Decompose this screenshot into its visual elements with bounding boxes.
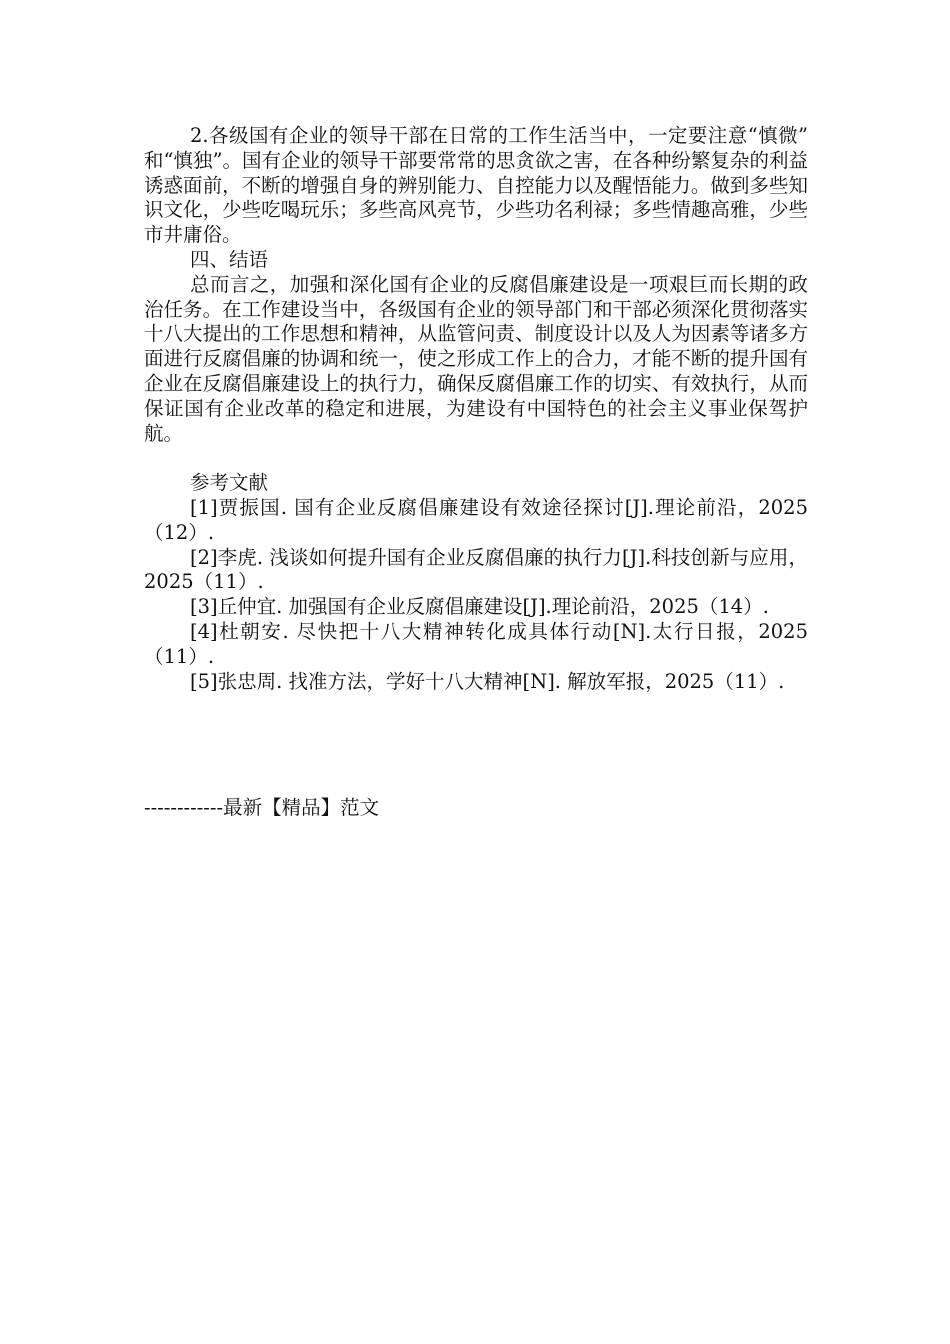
reference-item: [1]贾振国. 国有企业反腐倡廉建设有效途径探讨[J].理论前沿，2025（12）. (144, 495, 808, 544)
document-body (144, 124, 808, 694)
paragraph-conclusion: 总而言之，加强和深化国有企业的反腐倡廉建设是一项艰巨而长期的政治任务。在工作建设当中，各级国有企业的领导部门和干部必须深化贯彻落实十八大提出的工作思想和精神，从监管问责、制度设计以及人为因素等诸多方面进行反腐倡廉的协调和统一，使之形成工作上的合力，才能不断的提升国有企业在反腐倡廉建设上的执行力，确保反腐倡廉工作的切实、有效执行，从而保证国有企业改革的稳定和进展，为建设有中国特色的社会主义事业保驾护航。 (144, 272, 808, 445)
reference-item: [3]丘仲宜. 加强国有企业反腐倡廉建设[J].理论前沿，2025（14）. (190, 595, 769, 619)
section-heading-conclusion: 四、结语 (190, 247, 269, 271)
reference-item: [5]张忠周. 找准方法，学好十八大精神[N]. 解放军报，2025（11）. (190, 669, 785, 693)
references-section (144, 471, 808, 694)
spacer (144, 446, 808, 471)
footer-text: ------------最新【精品】范文 (144, 796, 380, 819)
paragraph-point-2: 2.各级国有企业的领导干部在日常的工作生活当中，一定要注意“慎微” 和“慎独”。国有企业的领导干部要常常的思贪欲之害，在各种纷繁复杂的利益诱惑面前，不断的增强自身的辨别能力、自控能力以及醒悟能力。做到多些知识文化，少些吃喝玩乐；多些高风亮节，少些功名利禄；多些情趣高雅，少些市井庸俗。 (144, 124, 808, 247)
reference-item: [2]李虎. 浅谈如何提升国有企业反腐倡廉的执行力[J].科技创新与应用，2025（11）. (144, 545, 808, 594)
reference-item: [4]杜朝安. 尽快把十八大精神转化成具体行动[N].太行日报，2025（11）. (144, 619, 808, 668)
references-title: 参考文献 (190, 471, 269, 495)
